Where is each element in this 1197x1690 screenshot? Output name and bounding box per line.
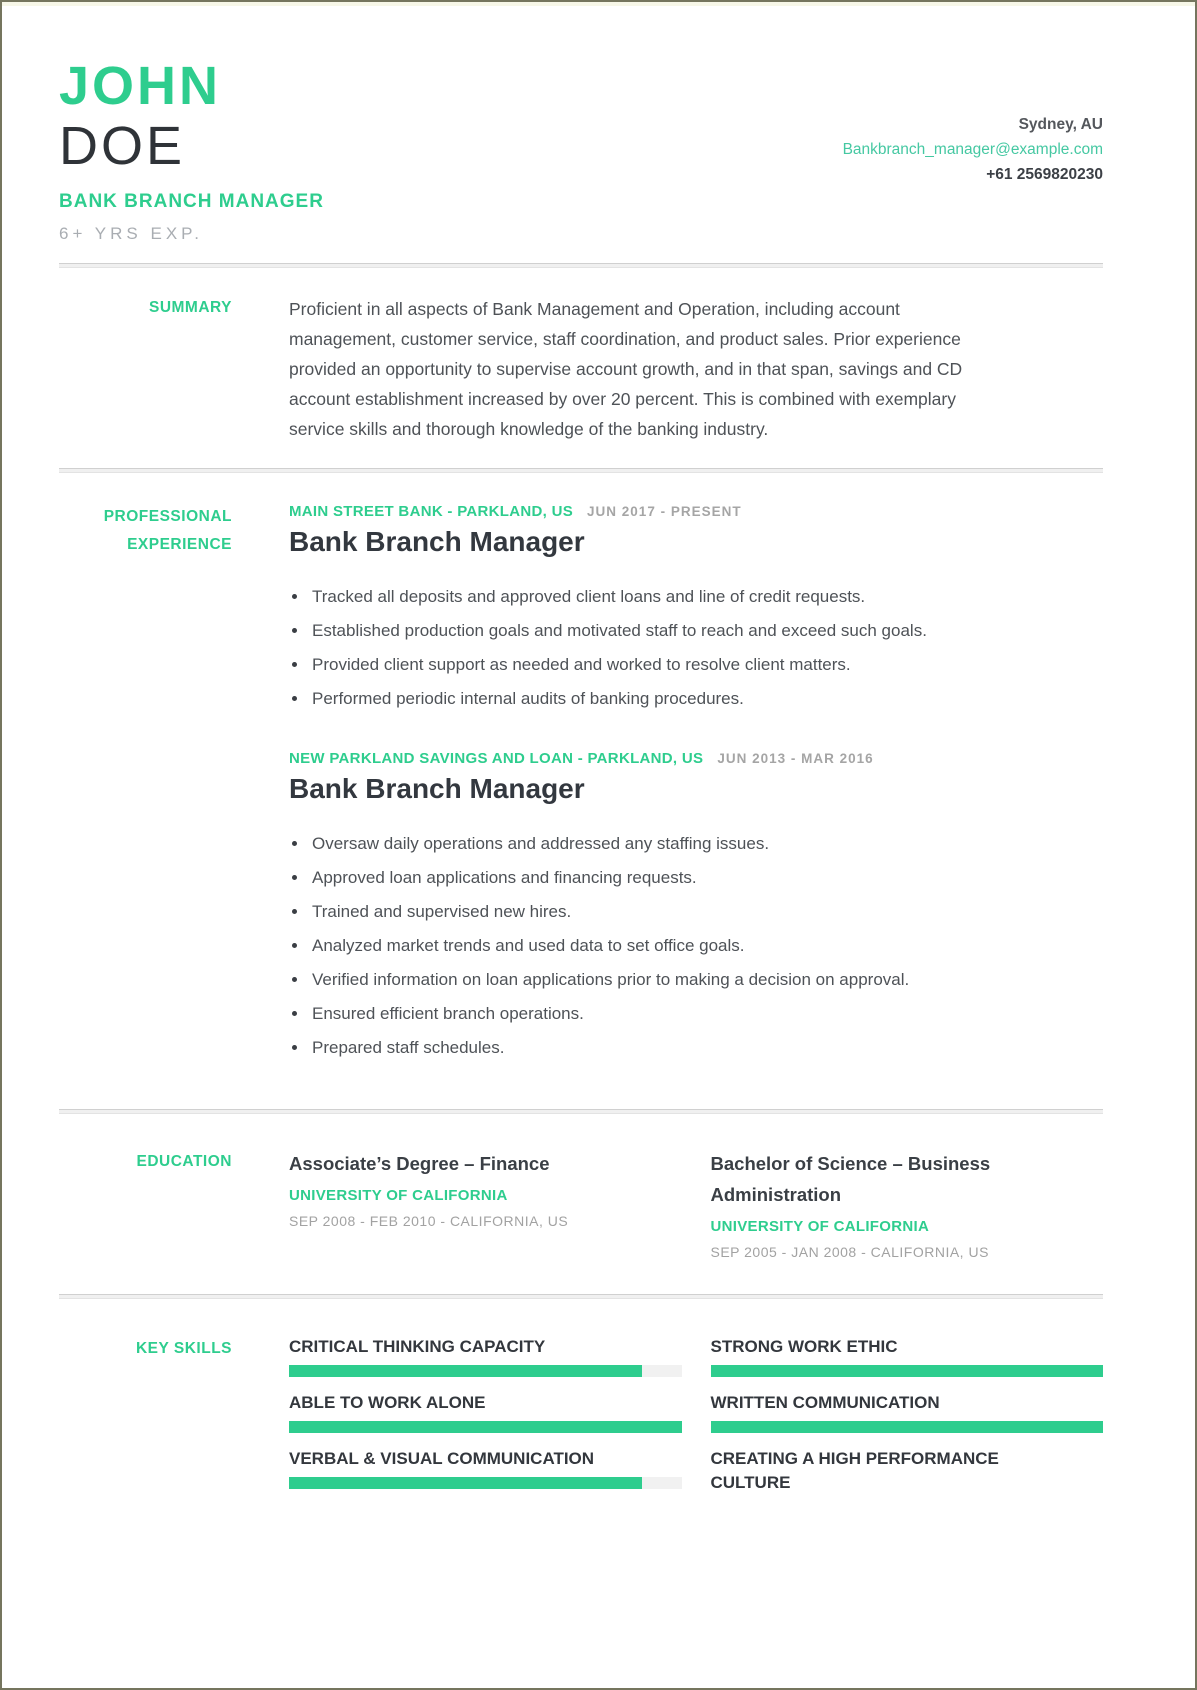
skill-bar bbox=[289, 1365, 682, 1377]
skill-item bbox=[711, 1391, 1104, 1433]
degree-dates: SEP 2008 - FEB 2010 - CALIFORNIA, US bbox=[289, 1212, 569, 1229]
bullet-dot-icon bbox=[292, 662, 297, 667]
job-bullets bbox=[289, 584, 1103, 712]
summary-text: Proficient in all aspects of Bank Management and Operation, including account management, customer service, staff coordination, and product sales. Prior experience provided an opportunity to supervise account growth, and in that span, savings and CD account establishment increased by over 20 percent. This is combined with exemplary service skills and thorough knowledge of the banking industry. bbox=[289, 298, 963, 439]
job-title: Bank Branch Manager bbox=[289, 525, 585, 557]
skills-section-label: KEY SKILLS bbox=[135, 1339, 232, 1357]
bullet-dot-icon bbox=[292, 841, 297, 846]
skill-name: CREATING A HIGH PERFORMANCE CULTURE bbox=[710, 1448, 999, 1492]
degree-school: UNIVERSITY OF CALIFORNIA bbox=[289, 1186, 508, 1204]
first-name-heading: JOHN bbox=[59, 56, 222, 116]
job-entry bbox=[289, 750, 1103, 1061]
job-entry bbox=[289, 503, 1103, 712]
experience-section-label: PROFESSIONAL EXPERIENCE bbox=[103, 507, 232, 553]
skill-bar-fill bbox=[711, 1365, 1104, 1377]
job-title: Bank Branch Manager bbox=[289, 772, 585, 804]
skills-list bbox=[289, 1335, 1103, 1495]
skill-bar bbox=[289, 1477, 682, 1489]
contact-location: Sydney, AU bbox=[1018, 116, 1103, 134]
contact-block bbox=[843, 112, 1103, 187]
degree-entry bbox=[289, 1148, 682, 1260]
bullet-dot-icon bbox=[292, 628, 297, 633]
skill-bar bbox=[711, 1421, 1104, 1433]
bullet-item bbox=[289, 899, 1103, 925]
bullet-dot-icon bbox=[292, 943, 297, 948]
bullet-text: Oversaw daily operations and addressed any staffing issues. bbox=[312, 833, 770, 853]
summary-section-label: SUMMARY bbox=[148, 298, 232, 316]
role-title: BANK BRANCH MANAGER bbox=[59, 190, 324, 212]
identity-block bbox=[59, 56, 324, 244]
experience-section bbox=[59, 473, 1103, 1109]
bullet-item bbox=[289, 831, 1103, 857]
job-dates: JUN 2013 - MAR 2016 bbox=[717, 750, 874, 766]
bullet-item bbox=[289, 967, 1103, 993]
skill-item bbox=[289, 1447, 682, 1495]
skill-bar bbox=[289, 1421, 682, 1433]
degree-dates: SEP 2005 - JAN 2008 - CALIFORNIA, US bbox=[710, 1243, 989, 1260]
contact-email[interactable]: Bankbranch_manager@example.com bbox=[842, 141, 1103, 159]
job-bullets bbox=[289, 831, 1103, 1061]
skill-name: ABLE TO WORK ALONE bbox=[289, 1392, 486, 1412]
bullet-text: Trained and supervised new hires. bbox=[312, 901, 572, 921]
skill-name: WRITTEN COMMUNICATION bbox=[710, 1392, 940, 1412]
degree-title: Associate’s Degree – Finance bbox=[289, 1152, 550, 1174]
summary-section bbox=[59, 268, 1103, 468]
degree-entry bbox=[711, 1148, 1104, 1260]
bullet-item bbox=[289, 933, 1103, 959]
bullet-text: Verified information on loan applications prior to making a decision on approval. bbox=[312, 969, 910, 989]
skill-name: CRITICAL THINKING CAPACITY bbox=[289, 1336, 546, 1356]
bullet-dot-icon bbox=[292, 696, 297, 701]
bullet-item bbox=[289, 865, 1103, 891]
job-dates: JUN 2017 - PRESENT bbox=[587, 503, 742, 519]
bullet-dot-icon bbox=[292, 875, 297, 880]
bullet-text: Provided client support as needed and worked to resolve client matters. bbox=[312, 654, 851, 674]
bullet-text: Performed periodic internal audits of banking procedures. bbox=[312, 688, 744, 708]
experience-years: 6+ YRS EXP. bbox=[59, 223, 204, 243]
skill-bar-fill bbox=[289, 1365, 642, 1377]
skill-item bbox=[711, 1335, 1104, 1377]
skill-item bbox=[711, 1447, 1104, 1495]
bullet-text: Analyzed market trends and used data to set office goals. bbox=[312, 935, 745, 955]
skill-name: STRONG WORK ETHIC bbox=[710, 1336, 898, 1356]
jobs-list bbox=[232, 503, 1103, 1069]
bullet-dot-icon bbox=[292, 1045, 297, 1050]
last-name-heading: DOE bbox=[59, 116, 186, 177]
bullet-item bbox=[289, 1001, 1103, 1027]
skill-bar bbox=[711, 1365, 1104, 1377]
bullet-text: Tracked all deposits and approved client loans and line of credit requests. bbox=[312, 586, 866, 606]
bullet-text: Prepared staff schedules. bbox=[312, 1037, 505, 1057]
skill-bar-fill bbox=[289, 1421, 682, 1433]
company-name: MAIN STREET BANK - PARKLAND, US bbox=[289, 502, 574, 520]
skill-name: VERBAL & VISUAL COMMUNICATION bbox=[289, 1448, 595, 1468]
bullet-item bbox=[289, 1035, 1103, 1061]
bullet-item bbox=[289, 686, 1103, 712]
bullet-text: Established production goals and motivated staff to reach and exceed such goals. bbox=[312, 620, 927, 640]
bullet-text: Ensured efficient branch operations. bbox=[312, 1003, 584, 1023]
bullet-item bbox=[289, 652, 1103, 678]
company-name: NEW PARKLAND SAVINGS AND LOAN - PARKLAND, US bbox=[289, 749, 704, 767]
education-section bbox=[59, 1114, 1103, 1294]
education-section-label: EDUCATION bbox=[136, 1152, 232, 1170]
degree-school: UNIVERSITY OF CALIFORNIA bbox=[710, 1217, 930, 1235]
bullet-dot-icon bbox=[292, 909, 297, 914]
bullet-text: Approved loan applications and financing requests. bbox=[312, 867, 697, 887]
bullet-dot-icon bbox=[292, 1011, 297, 1016]
bullet-dot-icon bbox=[292, 977, 297, 982]
bullet-item bbox=[289, 584, 1103, 610]
bullet-dot-icon bbox=[292, 594, 297, 599]
skill-item bbox=[289, 1335, 682, 1377]
job-header bbox=[289, 503, 1103, 520]
contact-phone: +61 2569820230 bbox=[986, 166, 1103, 184]
resume-header bbox=[59, 56, 1103, 244]
degree-title: Bachelor of Science – Business Administration bbox=[710, 1152, 991, 1205]
skills-section bbox=[59, 1299, 1103, 1495]
skill-item bbox=[289, 1391, 682, 1433]
skill-bar-fill bbox=[711, 1421, 1104, 1433]
job-header bbox=[289, 750, 1103, 767]
bullet-item bbox=[289, 618, 1103, 644]
degrees-list bbox=[289, 1148, 1103, 1260]
skill-bar-fill bbox=[289, 1477, 642, 1489]
